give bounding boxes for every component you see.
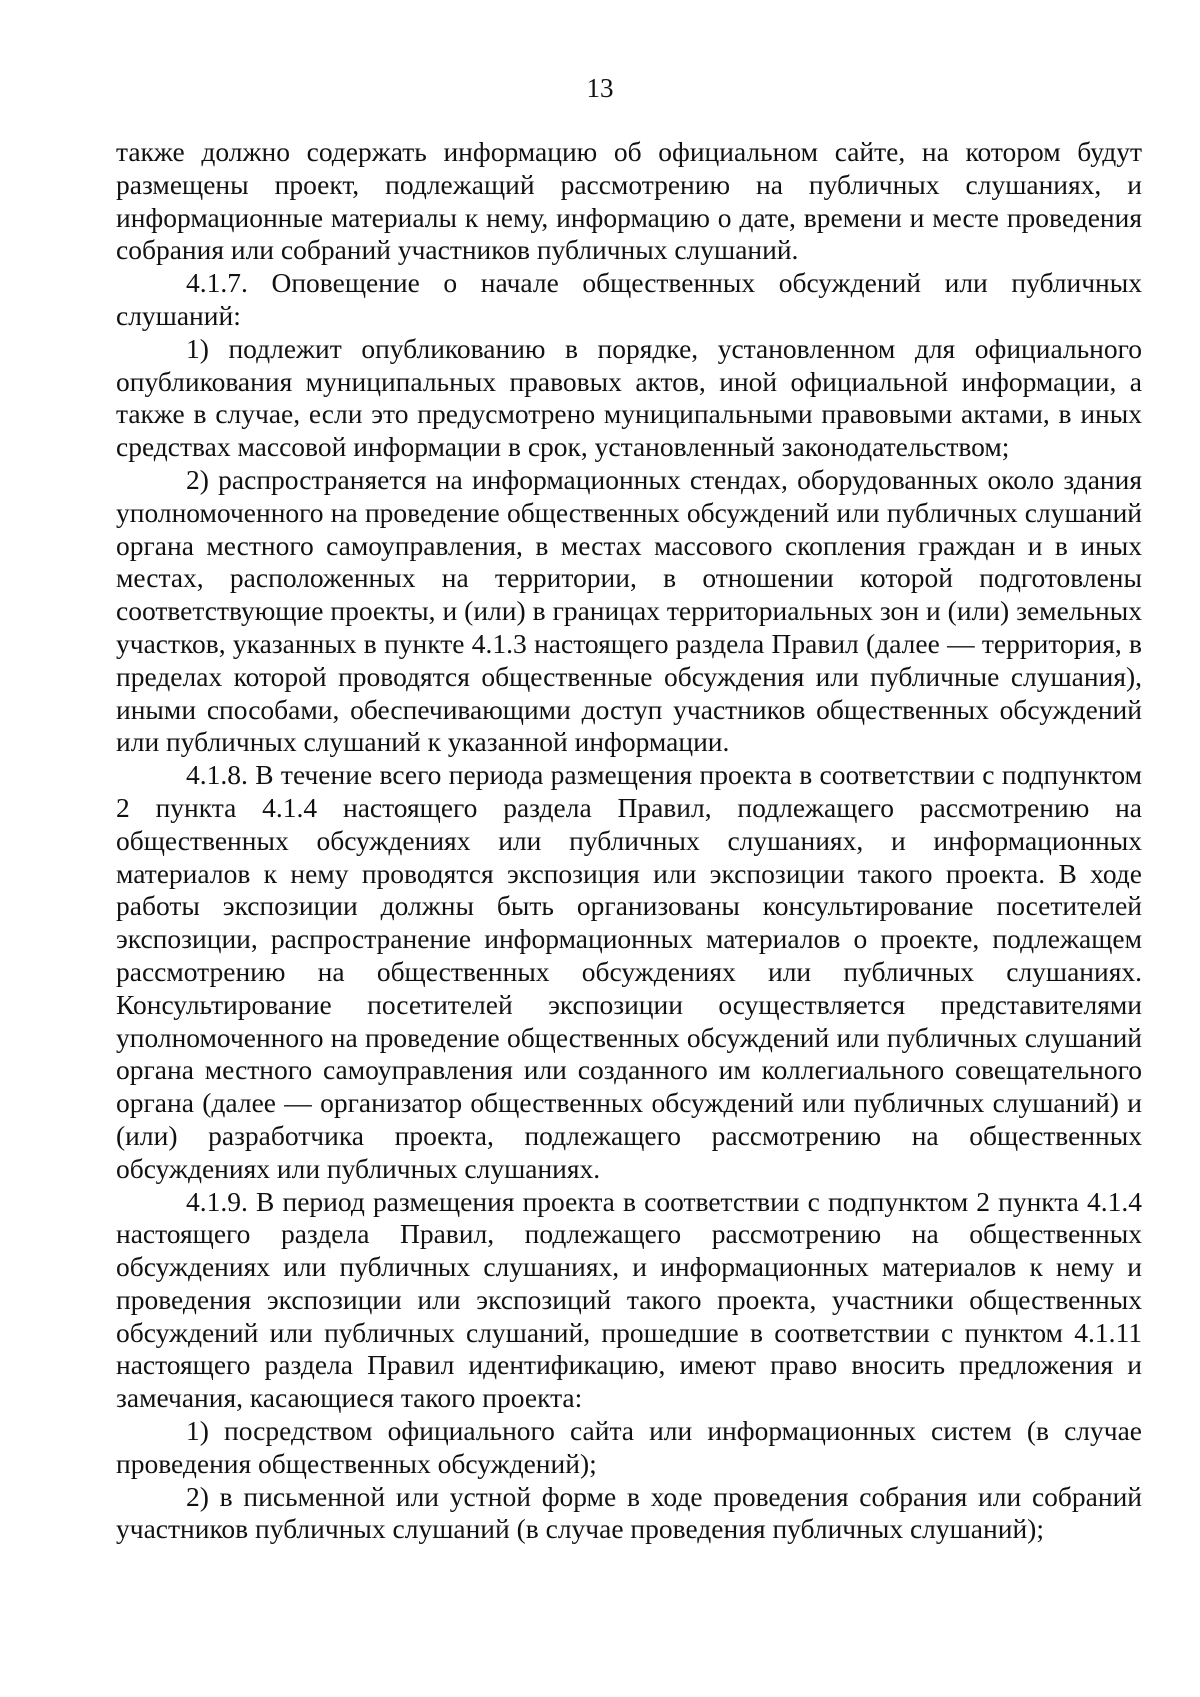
paragraph-continuation: также должно содержать информацию об официальном сайте, на котором будут размещены проект, подлежащий рассмотрению на публичных слушаниях, и информационные материалы к нему, информацию о дате, времени и месте проведения собрания или собраний участников публичных слушаний.: [116, 136, 1142, 266]
paragraph-4-1-7-item-1: 1) подлежит опубликованию в порядке, установленном для официального опубликования муниципальных правовых актов, иной официальной информации, а также в случае, если это предусмотрено муниципальными правовыми актами, в иных средствах массовой информации в срок, установленный законодательством;: [116, 332, 1142, 463]
paragraph-4-1-9: 4.1.9. В период размещения проекта в соответствии с подпунктом 2 пункта 4.1.4 настоящего раздела Правил, подлежащего рассмотрению на общественных обсуждениях или публичных слушаниях, и информационных материалов к нему и проведения экспозиции или экспозиций такого проекта, участники общественных обсуждений или публичных слушаний, прошедшие в соответствии с пунктом 4.1.11 настоящего раздела Правил идентификацию, имеют право вносить предложения и замечания, касающиеся такого проекта:: [116, 1185, 1142, 1414]
paragraph-4-1-9-item-2: 2) в письменной или устной форме в ходе проведения собрания или собраний участников публичных слушаний (в случае проведения публичных слушаний);: [116, 1480, 1142, 1545]
document-body: [116, 136, 1142, 1546]
paragraph-4-1-7: 4.1.7. Оповещение о начале общественных обсуждений или публичных слушаний:: [116, 267, 1142, 331]
paragraph-4-1-7-item-2: 2) распространяется на информационных стендах, оборудованных около здания уполномоченного на проведение общественных обсуждений или публичных слушаний органа местного самоуправления, в местах массового скопления граждан и в иных местах, расположенных на территории, в отношении которой подготовлены соответствующие проекты, и (или) в границах территориальных зон и (или) земельных участков, указанных в пункте 4.1.3 настоящего раздела Правил (далее — территория, в пределах которой проводятся общественные обсуждения или публичные слушания), иными способами, обеспечивающими доступ участников общественных обсуждений или публичных слушаний к указанной информации.: [116, 463, 1142, 758]
paragraph-4-1-8: 4.1.8. В течение всего периода размещения проекта в соответствии с подпунктом 2 пункта 4.1.4 настоящего раздела Правил, подлежащего рассмотрению на общественных обсуждениях или публичных слушаниях, и информационных материалов к нему проводятся экспозиция или экспозиции такого проекта. В ходе работы экспозиции должны быть организованы консультирование посетителей экспозиции, распространение информационных материалов о проекте, подлежащем рассмотрению на общественных обсуждениях или публичных слушаниях. Консультирование посетителей экспозиции осуществляется представителями уполномоченного на проведение общественных обсуждений или публичных слушаний органа местного самоуправления или созданного им коллегиального совещательного органа (далее — организатор общественных обсуждений или публичных слушаний) и (или) разработчика проекта, подлежащего рассмотрению на общественных обсуждениях или публичных слушаниях.: [116, 759, 1142, 1184]
page-number: 13: [586, 73, 614, 103]
paragraph-4-1-9-item-1: 1) посредством официального сайта или информационных систем (в случае проведения общественных обсуждений);: [116, 1415, 1142, 1479]
